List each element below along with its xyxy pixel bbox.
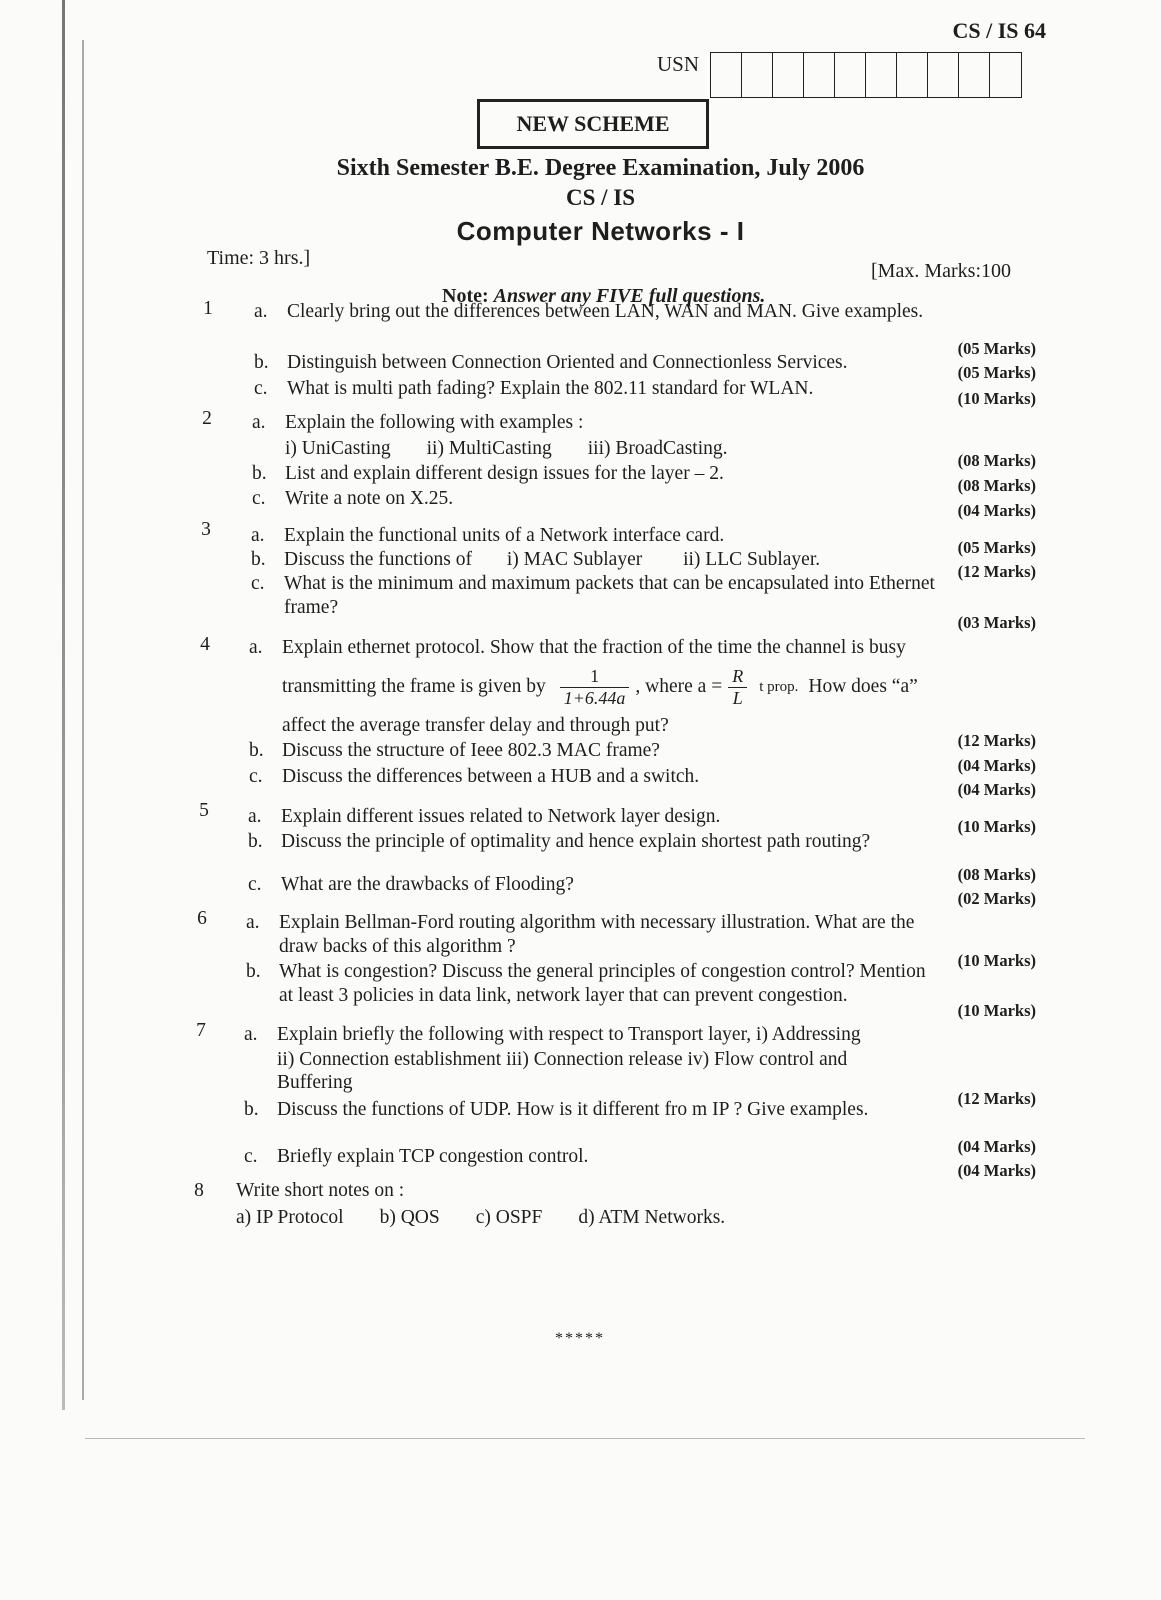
question-number: 1 (203, 298, 213, 319)
part-text-lead: Discuss the functions of (284, 549, 472, 570)
question-number: 3 (201, 519, 211, 540)
option: ii) MultiCasting (426, 438, 552, 459)
usn-box (742, 53, 773, 97)
part-text: Explain ethernet protocol. Show that the fraction of the time the channel is busy (282, 637, 906, 658)
part-text: Explain Bellman-Ford routing algorithm with necessary illustration. What are the (279, 912, 915, 933)
marks: (05 Marks) (957, 339, 1036, 358)
option: i) UniCasting (285, 438, 391, 459)
exam-title: Sixth Semester B.E. Degree Examination, July 2006 (336, 155, 865, 181)
part-text (284, 549, 820, 571)
part-text: Discuss the principle of optimality and hence explain shortest path routing? (281, 831, 871, 852)
marks: (04 Marks) (957, 1161, 1036, 1180)
note-text: Answer any FIVE full questions. (493, 285, 766, 307)
part-label: b. (244, 1099, 259, 1120)
part-text-cont: affect the average transfer delay and through put? (282, 715, 669, 736)
part-label: a. (249, 637, 263, 658)
usn-boxes (710, 52, 1022, 98)
marks: (10 Marks) (957, 389, 1036, 408)
part-text-cont: Buffering (277, 1072, 353, 1093)
branch: CS / IS (565, 185, 636, 210)
usn-box (711, 53, 742, 97)
usn-box (804, 53, 835, 97)
part-label: b. (254, 352, 269, 373)
marks: (10 Marks) (957, 951, 1036, 970)
part-text: How does “a” (808, 676, 918, 698)
marks: (04 Marks) (957, 1137, 1036, 1156)
tprop: t prop. (759, 678, 799, 695)
fraction-denominator: 1+6.44a (563, 687, 626, 708)
part-text: Discuss the differences between a HUB and a switch. (282, 766, 700, 787)
marks: (04 Marks) (957, 780, 1036, 799)
part-label: c. (254, 378, 268, 399)
part-label: a. (246, 912, 260, 933)
marks: (08 Marks) (957, 451, 1036, 470)
marks: (04 Marks) (957, 501, 1036, 520)
usn-box (990, 53, 1021, 97)
usn-box (928, 53, 959, 97)
question-number: 8 (194, 1180, 204, 1201)
part-text: transmitting the frame is given by (282, 676, 546, 698)
option: iii) BroadCasting. (587, 438, 728, 459)
end-stars: ***** (555, 1330, 605, 1347)
part-text-cont: ii) Connection establishment iii) Connection release iv) Flow control and (277, 1049, 848, 1070)
part-label: a. (244, 1024, 258, 1045)
part-label: c. (252, 488, 266, 509)
usn-box (959, 53, 990, 97)
option: a) IP Protocol (236, 1207, 344, 1228)
part-text: What is multi path fading? Explain the 802.11 standard for WLAN. (287, 378, 814, 399)
option: ii) LLC Sublayer. (683, 549, 821, 570)
part-text: What is the minimum and maximum packets that can be encapsulated into Ethernet (284, 573, 935, 594)
formula-line (282, 666, 918, 708)
marks: (04 Marks) (957, 756, 1036, 775)
part-label: b. (249, 740, 264, 761)
fraction-numerator: 1 (560, 666, 630, 688)
fraction (728, 666, 747, 708)
page-bottom-rule (85, 1438, 1085, 1439)
part-text: Write short notes on : (236, 1180, 405, 1201)
marks: (08 Marks) (957, 476, 1036, 495)
part-text-cont: at least 3 policies in data link, network layer that can prevent congestion. (279, 985, 848, 1006)
option: d) ATM Networks. (578, 1207, 726, 1228)
part-label: a. (248, 806, 262, 827)
part-text: Discuss the functions of UDP. How is it different fro m IP ? Give examples. (277, 1099, 869, 1120)
part-text: Explain briefly the following with respect to Transport layer, i) Addressing (277, 1024, 861, 1045)
part-label: b. (246, 961, 261, 982)
usn-box (835, 53, 866, 97)
part-text: Distinguish between Connection Oriented and Connectionless Services. (287, 352, 848, 373)
part-text: Briefly explain TCP congestion control. (277, 1146, 589, 1167)
marks: (03 Marks) (957, 613, 1036, 632)
part-text: Explain different issues related to Network layer design. (281, 806, 721, 827)
fraction (560, 666, 630, 708)
scheme-badge: NEW SCHEME (477, 99, 709, 149)
part-label: c. (251, 573, 265, 594)
question-number: 5 (199, 800, 209, 821)
option: b) QOS (379, 1207, 440, 1228)
part-text: Discuss the structure of Ieee 802.3 MAC frame? (282, 740, 660, 761)
usn-box (866, 53, 897, 97)
part-label: a. (254, 301, 268, 322)
part-text: Clearly bring out the differences between LAN, WAN and MAN. Give examples. (287, 301, 924, 322)
note-label: Note: (442, 285, 489, 307)
part-label: a. (252, 412, 266, 433)
marks: (10 Marks) (957, 817, 1036, 836)
part-label: c. (244, 1146, 258, 1167)
option: i) MAC Sublayer (506, 549, 643, 570)
binding-edge (62, 0, 65, 1410)
usn-box (897, 53, 928, 97)
marks: (05 Marks) (957, 363, 1036, 382)
part-text-cont: frame? (284, 597, 339, 618)
part-label: b. (252, 463, 267, 484)
part-label: b. (251, 549, 266, 570)
part-label: a. (251, 525, 265, 546)
option: c) OSPF (475, 1207, 543, 1228)
part-text-cont: draw backs of this algorithm ? (279, 936, 516, 957)
where-text: , where a = (635, 676, 723, 698)
marks: (02 Marks) (957, 889, 1036, 908)
part-text: List and explain different design issues for the layer – 2. (285, 463, 724, 484)
marks: (05 Marks) (957, 538, 1036, 557)
part-label: c. (248, 874, 262, 895)
part-text: Explain the functional units of a Network interface card. (284, 525, 725, 546)
marks: (12 Marks) (957, 562, 1036, 581)
time-allowed: Time: 3 hrs.] (207, 247, 311, 269)
subject-title: Computer Networks - I (456, 216, 745, 246)
marks: (12 Marks) (957, 1089, 1036, 1108)
question-number: 7 (196, 1020, 206, 1041)
part-text: What are the drawbacks of Flooding? (281, 874, 574, 895)
usn-label: USN (657, 52, 700, 76)
part-label: b. (248, 831, 263, 852)
part-text: What is congestion? Discuss the general principles of congestion control? Mention (279, 961, 926, 982)
options (236, 1207, 761, 1229)
part-text: Write a note on X.25. (285, 488, 454, 509)
usn-box (773, 53, 804, 97)
question-number: 6 (197, 908, 207, 929)
paper-code: CS / IS 64 (952, 18, 1046, 43)
question-number: 4 (200, 634, 210, 655)
options (285, 438, 764, 460)
marks: (12 Marks) (957, 731, 1036, 750)
fraction-numerator: R (728, 666, 747, 688)
max-marks: [Max. Marks:100 (871, 260, 1011, 282)
part-label: c. (249, 766, 263, 787)
question-number: 2 (202, 408, 212, 429)
marks: (10 Marks) (957, 1001, 1036, 1020)
part-text: Explain the following with examples : (285, 412, 584, 433)
marks: (08 Marks) (957, 865, 1036, 884)
fraction-denominator: L (732, 687, 743, 708)
